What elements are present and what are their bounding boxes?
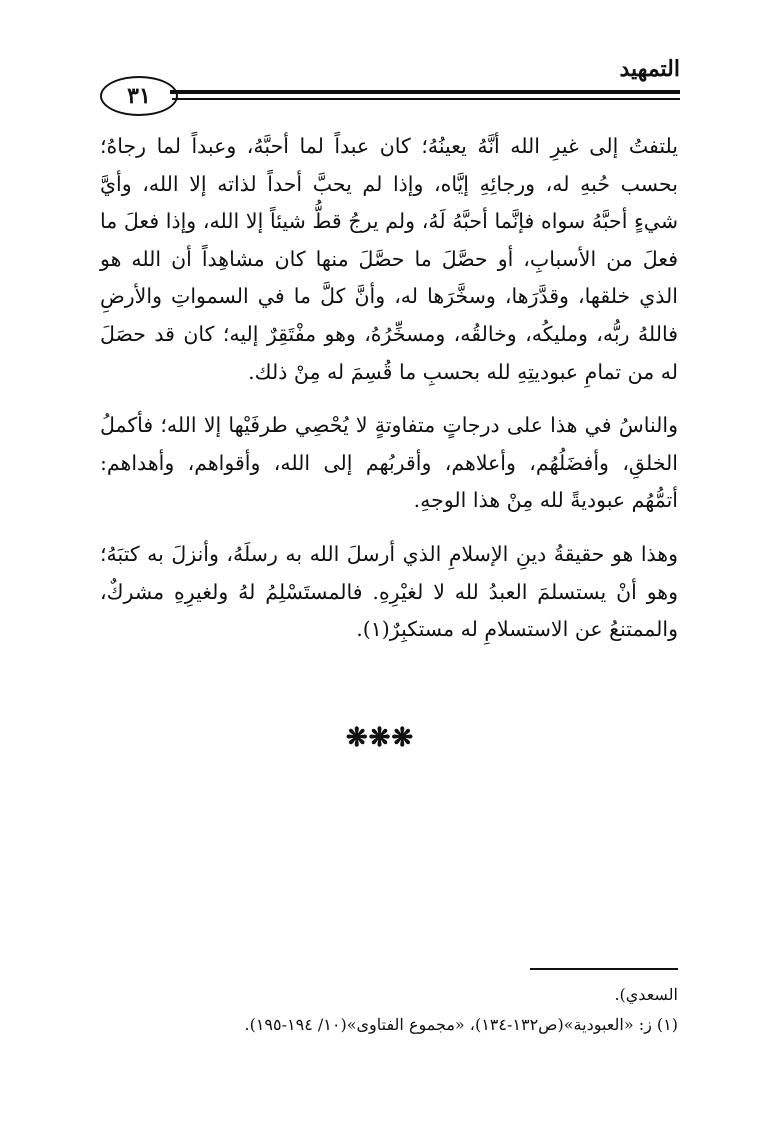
main-text bbox=[100, 128, 678, 649]
header-rule-thin bbox=[172, 98, 680, 100]
running-title: التمهيد bbox=[619, 56, 680, 82]
footnote-1: (١) ز: «العبودية»(ص١٣٢-١٣٤)، «مجموع الفتاوى»(١٠/ ١٩٤-١٩٥). bbox=[244, 1015, 678, 1034]
page-header bbox=[100, 56, 680, 122]
footnotes bbox=[100, 980, 678, 1040]
footnote-divider bbox=[530, 968, 678, 970]
section-separator: ❋❋❋ bbox=[345, 723, 415, 753]
paragraph-1: يلتفتُ إلى غيرِ الله أنَّهُ يعينُهُ؛ كان عبداً لما أحبَّهُ، وعبداً لما رجاهُ؛ بحسب حُبهِ له، ورجائِهِ إيَّاه، وإذا لم يحبَّ أحداً لذاته إلا الله، وأيَّ شيءٍ أحبَّهُ سواه فإنَّما أحبَّهُ لَهُ، ولم يرجُ قطُّ شيئاً إلا الله، وإذا فعلَ ما فعلَ من الأسبابِ، أو حصَّلَ ما حصَّلَ منها كان مشاهِداً أن الله هو الذي خلقها، وقدَّرَها، وسخَّرَها له، وأنَّ كلَّ ما في السمواتِ والأرضِ فاللهُ ربُّه، ومليكُه، وخالقُه، ومسخِّرُهُ، وهو مفْتَقِرٌ إليه؛ كان قد حصَلَ له من تمامِ عبوديتِهِ لله بحسبِ ما قُسِمَ له مِنْ ذلك. bbox=[100, 134, 678, 384]
paragraph-2: والناسُ في هذا على درجاتٍ متفاوتةٍ لا يُحْصِي طرفَيْها إلا الله؛ فأكملُ الخلقِ، وأفضَلُهُم، وأعلاهم، وأقربُهم إلى الله، وأقواهم، وأهداهم: أتمُّهُم عبوديةً لله مِنْ هذا الوجهِ. bbox=[100, 413, 678, 513]
paragraph-3: وهذا هو حقيقةُ دينِ الإسلامِ الذي أرسلَ الله به رسلَهُ، وأنزلَ به كتبَهُ؛ وهو أنْ يستسلمَ العبدُ لله لا لغيْرِهِ. فالمستَسْلِمُ لهُ ولغيرِهِ مشركٌ، والممتنعُ عن الاستسلامِ له مستكبِرٌ(١). bbox=[100, 541, 678, 642]
footnote-continuation: السعدي). bbox=[614, 985, 678, 1004]
header-rule-thick bbox=[170, 90, 680, 94]
page-number: ٣١ bbox=[100, 76, 178, 116]
